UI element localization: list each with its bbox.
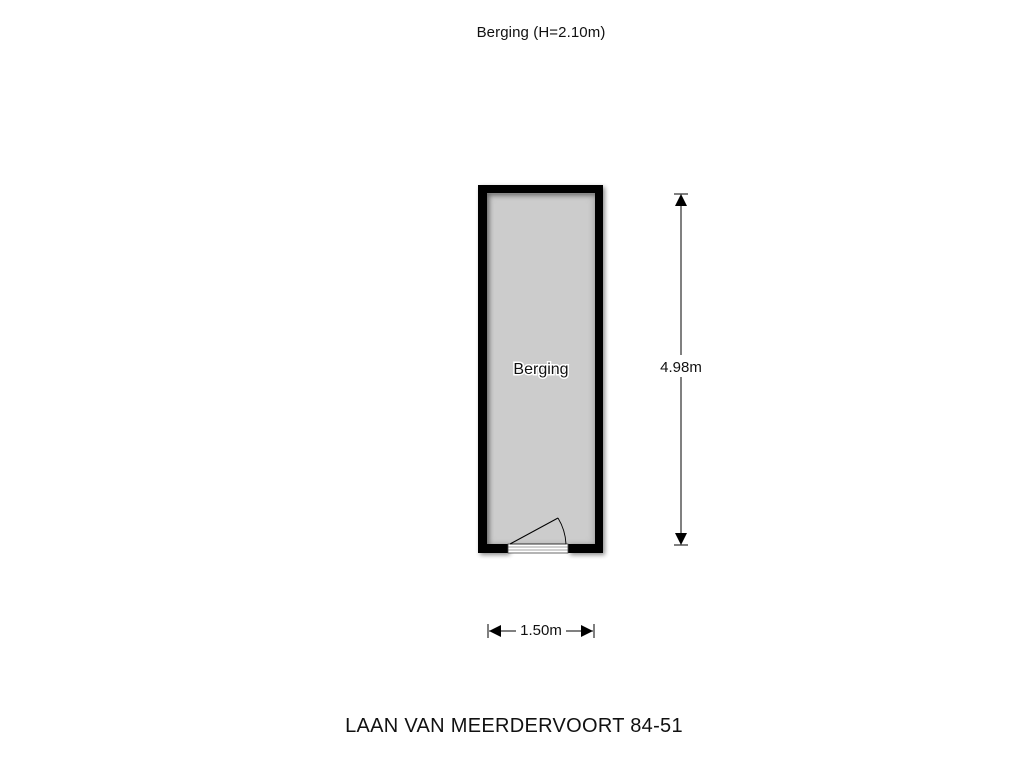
dimension-arrow-left [489,625,501,637]
dimension-length-label: 4.98m [660,359,702,376]
dimension-arrow-top [675,194,687,206]
room-label-berging: Berging [513,361,569,378]
floor-title: Berging (H=2.10m) [476,24,606,41]
dimension-length [654,194,708,545]
dimension-arrow-bottom [675,533,687,545]
dimension-width [488,620,594,639]
door-threshold [508,544,568,553]
address-caption: LAAN VAN MEERDERVOORT 84-51 [345,715,683,737]
dimension-width-label: 1.50m [520,622,562,639]
dimension-arrow-right [581,625,593,637]
